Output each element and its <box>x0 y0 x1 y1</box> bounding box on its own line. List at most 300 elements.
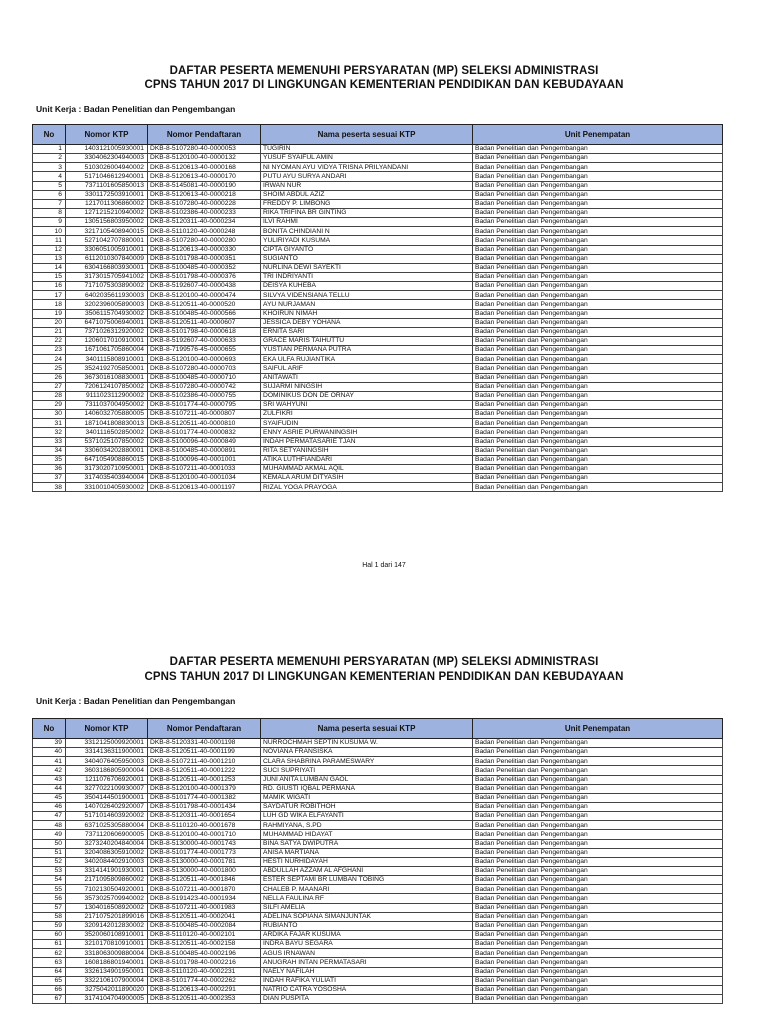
cell-ktp: 1271215210940002 <box>66 208 148 217</box>
cell-name: JUNI ANITA LUMBAN GAOL <box>261 775 473 784</box>
table-row <box>33 921 723 930</box>
cell-registration: DKB-8-5107280-40-0000228 <box>148 199 261 208</box>
cell-ktp: 5103026004940002 <box>66 163 148 172</box>
cell-ktp: 5371025107850002 <box>66 437 148 446</box>
cell-unit: Badan Penelitian dan Pengembangan <box>473 994 723 1003</box>
cell-ktp: 3174104704900005 <box>66 994 148 1003</box>
col-header-registration: Nomor Pendaftaran <box>148 719 261 739</box>
table-row <box>33 263 723 272</box>
cell-unit: Badan Penelitian dan Pengembangan <box>473 410 723 419</box>
cell-unit: Badan Penelitian dan Pengembangan <box>473 848 723 857</box>
col-header-no: No <box>33 125 66 145</box>
cell-unit: Badan Penelitian dan Pengembangan <box>473 327 723 336</box>
cell-unit: Badan Penelitian dan Pengembangan <box>473 748 723 757</box>
cell-unit: Badan Penelitian dan Pengembangan <box>473 291 723 300</box>
cell-ktp: 1608186801940001 <box>66 958 148 967</box>
table-row <box>33 848 723 857</box>
table-row <box>33 419 723 428</box>
cell-ktp: 6402035611930003 <box>66 291 148 300</box>
cell-ktp: 3314141901930001 <box>66 866 148 875</box>
cell-name: HESTI NURHIDAYAH <box>261 857 473 866</box>
cell-ktp: 3306034202880001 <box>66 446 148 455</box>
cell-no: 8 <box>33 208 66 217</box>
cell-registration: DKB-8-5120511-40-0002041 <box>148 912 261 921</box>
table-row <box>33 272 723 281</box>
table-row <box>33 163 723 172</box>
cell-name: FREDDY P. LIMBONG <box>261 199 473 208</box>
table-row <box>33 757 723 766</box>
table-row <box>33 958 723 967</box>
cell-ktp: 3275042011890020 <box>66 985 148 994</box>
cell-no: 40 <box>33 748 66 757</box>
cell-unit: Badan Penelitian dan Pengembangan <box>473 208 723 217</box>
cell-no: 4 <box>33 172 66 181</box>
cell-registration: DKB-8-5101798-40-0000618 <box>148 327 261 336</box>
cell-no: 46 <box>33 802 66 811</box>
cell-no: 47 <box>33 812 66 821</box>
table-row <box>33 309 723 318</box>
cell-ktp: 7371026312920002 <box>66 327 148 336</box>
cell-name: NURLINA DEWI SAYEKTI <box>261 263 473 272</box>
cell-ktp: 3310010405930002 <box>66 483 148 492</box>
table-row <box>33 355 723 364</box>
table-row <box>33 812 723 821</box>
table-row <box>33 766 723 775</box>
cell-unit: Badan Penelitian dan Pengembangan <box>473 784 723 793</box>
unit-kerja-label: Unit Kerja : Badan Penelitian dan Pengembangan <box>36 104 236 114</box>
cell-unit: Badan Penelitian dan Pengembangan <box>473 940 723 949</box>
cell-no: 54 <box>33 876 66 885</box>
cell-registration: DKB-8-5100485-40-0000352 <box>148 263 261 272</box>
cell-name: SAIFUL ARIF <box>261 364 473 373</box>
cell-no: 28 <box>33 391 66 400</box>
table-row <box>33 208 723 217</box>
cell-no: 26 <box>33 373 66 382</box>
cell-ktp: 3273240204840004 <box>66 839 148 848</box>
cell-ktp: 1217011306860002 <box>66 199 148 208</box>
document-title-line2: CPNS TAHUN 2017 DI LINGKUNGAN KEMENTERIAN PENDIDIKAN DAN KEBUDAYAAN <box>144 671 624 683</box>
cell-registration: DKB-8-5101798-40-0000376 <box>148 272 261 281</box>
cell-registration: DKB-8-5101774-40-0002262 <box>148 976 261 985</box>
cell-registration: DKB-8-5107280-40-0000280 <box>148 236 261 245</box>
table-row <box>33 446 723 455</box>
cell-unit: Badan Penelitian dan Pengembangan <box>473 382 723 391</box>
cell-unit: Badan Penelitian dan Pengembangan <box>473 199 723 208</box>
cell-name: SUGIANTO <box>261 254 473 263</box>
cell-unit: Badan Penelitian dan Pengembangan <box>473 483 723 492</box>
cell-unit: Badan Penelitian dan Pengembangan <box>473 775 723 784</box>
cell-registration: DKB-8-5130000-40-0001743 <box>148 839 261 848</box>
cell-ktp: 6471075006940001 <box>66 318 148 327</box>
cell-ktp: 3301172503910001 <box>66 190 148 199</box>
cell-no: 14 <box>33 263 66 272</box>
table-row <box>33 857 723 866</box>
cell-registration: DKB-8-5130000-40-0001781 <box>148 857 261 866</box>
table-row <box>33 739 723 748</box>
cell-unit: Badan Penelitian dan Pengembangan <box>473 364 723 373</box>
cell-unit: Badan Penelitian dan Pengembangan <box>473 373 723 382</box>
cell-name: DIAN PUSPITA <box>261 994 473 1003</box>
cell-ktp: 3204086305910002 <box>66 848 148 857</box>
cell-no: 36 <box>33 464 66 473</box>
cell-registration: DKB-8-5101774-40-0000795 <box>148 400 261 409</box>
cell-registration: DKB-8-5120511-40-0001199 <box>148 748 261 757</box>
cell-ktp: 7371101605850013 <box>66 181 148 190</box>
cell-no: 58 <box>33 912 66 921</box>
cell-name: SUJARMI NINGSIH <box>261 382 473 391</box>
cell-name: MUHAMMAD AKMAL AQIL <box>261 464 473 473</box>
cell-unit: Badan Penelitian dan Pengembangan <box>473 894 723 903</box>
cell-no: 25 <box>33 364 66 373</box>
cell-ktp: 3673016108830001 <box>66 373 148 382</box>
cell-name: EKA ULFA RUJIANTIKA <box>261 355 473 364</box>
cell-name: LUH GD WIKA ELFAYANTI <box>261 812 473 821</box>
cell-registration: DKB-8-5102386-40-0000233 <box>148 208 261 217</box>
cell-registration: DKB-8-5120613-40-0001197 <box>148 483 261 492</box>
cell-no: 29 <box>33 400 66 409</box>
cell-name: CLARA SHABRINA PARAMESWARY <box>261 757 473 766</box>
cell-registration: DKB-8-7199576-45-0000655 <box>148 346 261 355</box>
cell-no: 60 <box>33 930 66 939</box>
cell-ktp: 1206017010910001 <box>66 336 148 345</box>
cell-ktp: 3504144501900001 <box>66 793 148 802</box>
cell-registration: DKB-8-5120100-40-0001379 <box>148 784 261 793</box>
cell-name: INDRA BAYU SEGARA <box>261 940 473 949</box>
cell-registration: DKB-8-5120100-40-0000693 <box>148 355 261 364</box>
table-row <box>33 455 723 464</box>
table-row <box>33 876 723 885</box>
cell-registration: DKB-8-5120100-40-0001710 <box>148 830 261 839</box>
cell-unit: Badan Penelitian dan Pengembangan <box>473 145 723 154</box>
cell-registration: DKB-8-5102386-40-0000755 <box>148 391 261 400</box>
participants-table <box>32 718 723 1004</box>
cell-registration: DKB-8-5110120-40-0002231 <box>148 967 261 976</box>
table-row <box>33 821 723 830</box>
cell-registration: DKB-8-5107211-40-0001983 <box>148 903 261 912</box>
cell-unit: Badan Penelitian dan Pengembangan <box>473 300 723 309</box>
cell-no: 20 <box>33 318 66 327</box>
table-row <box>33 364 723 373</box>
cell-name: JESSICA DEBY YOHANA <box>261 318 473 327</box>
cell-registration: DKB-8-5110120-40-0000248 <box>148 227 261 236</box>
cell-ktp: 6112010307840009 <box>66 254 148 263</box>
cell-registration: DKB-8-5120511-40-0002158 <box>148 940 261 949</box>
cell-no: 32 <box>33 428 66 437</box>
cell-name: AGUS IRNAWAN <box>261 949 473 958</box>
cell-name: ILVI RAHMI <box>261 218 473 227</box>
cell-name: INDAH PERMATASARIE TJAN <box>261 437 473 446</box>
cell-unit: Badan Penelitian dan Pengembangan <box>473 282 723 291</box>
cell-no: 17 <box>33 291 66 300</box>
col-header-name: Nama peserta sesuai KTP <box>261 125 473 145</box>
cell-ktp: 3210170810910001 <box>66 940 148 949</box>
cell-registration: DKB-8-5101798-40-0000351 <box>148 254 261 263</box>
table-row <box>33 282 723 291</box>
cell-no: 59 <box>33 921 66 930</box>
table-row <box>33 154 723 163</box>
cell-registration: DKB-8-5120511-40-0001253 <box>148 775 261 784</box>
cell-name: ANUGRAH INTAN PERMATASARI <box>261 958 473 967</box>
cell-unit: Badan Penelitian dan Pengembangan <box>473 190 723 199</box>
table-row <box>33 245 723 254</box>
cell-ktp: 2171075201899016 <box>66 912 148 921</box>
cell-ktp: 1407026402920007 <box>66 802 148 811</box>
table-row <box>33 181 723 190</box>
cell-ktp: 3217105408940015 <box>66 227 148 236</box>
cell-ktp: 3173020710950001 <box>66 464 148 473</box>
table-row <box>33 903 723 912</box>
cell-no: 3 <box>33 163 66 172</box>
table-row <box>33 894 723 903</box>
cell-ktp: 1403121005930001 <box>66 145 148 154</box>
cell-ktp: 3401115808910001 <box>66 355 148 364</box>
cell-name: DOMINIKUS DON DE ORNAY <box>261 391 473 400</box>
cell-unit: Badan Penelitian dan Pengembangan <box>473 912 723 921</box>
cell-ktp: 7171075303890002 <box>66 282 148 291</box>
participants-table <box>32 124 723 492</box>
cell-no: 21 <box>33 327 66 336</box>
cell-unit: Badan Penelitian dan Pengembangan <box>473 245 723 254</box>
cell-unit: Badan Penelitian dan Pengembangan <box>473 163 723 172</box>
cell-no: 50 <box>33 839 66 848</box>
cell-no: 5 <box>33 181 66 190</box>
table-row <box>33 227 723 236</box>
cell-ktp: 1871041808830013 <box>66 419 148 428</box>
cell-ktp: 7102130504920001 <box>66 885 148 894</box>
cell-ktp: 3404076405950003 <box>66 757 148 766</box>
cell-ktp: 9111023112900002 <box>66 391 148 400</box>
cell-ktp: 1305156803950002 <box>66 218 148 227</box>
table-row <box>33 885 723 894</box>
cell-registration: DKB-8-5101774-40-0001382 <box>148 793 261 802</box>
cell-no: 45 <box>33 793 66 802</box>
cell-registration: DKB-8-5192607-40-0000438 <box>148 282 261 291</box>
cell-name: SRI WAHYUNI <box>261 400 473 409</box>
table-row <box>33 940 723 949</box>
cell-no: 11 <box>33 236 66 245</box>
cell-name: RD. GIUSTI IQBAL PERMANA <box>261 784 473 793</box>
cell-unit: Badan Penelitian dan Pengembangan <box>473 793 723 802</box>
table-row <box>33 291 723 300</box>
cell-ktp: 3174035403940004 <box>66 474 148 483</box>
cell-unit: Badan Penelitian dan Pengembangan <box>473 757 723 766</box>
cell-unit: Badan Penelitian dan Pengembangan <box>473 272 723 281</box>
cell-registration: DKB-8-5120331-40-0001198 <box>148 739 261 748</box>
cell-no: 31 <box>33 419 66 428</box>
cell-name: RIKA TRIFINA BR GINTING <box>261 208 473 217</box>
cell-ktp: 3209142012830002 <box>66 921 148 930</box>
cell-name: BINA SATYA DWIPUTRA <box>261 839 473 848</box>
cell-name: NURROCHMAH SEPTIN KUSUMA W. <box>261 739 473 748</box>
cell-registration: DKB-8-5107280-40-0000703 <box>148 364 261 373</box>
cell-name: NATRIO CATRA YOSOSHA <box>261 985 473 994</box>
table-row <box>33 866 723 875</box>
table-row <box>33 318 723 327</box>
cell-registration: DKB-8-5107211-40-0000807 <box>148 410 261 419</box>
cell-unit: Badan Penelitian dan Pengembangan <box>473 355 723 364</box>
cell-name: BONITA CHINDIANI N <box>261 227 473 236</box>
cell-name: PUTU AYU SURYA ANDARI <box>261 172 473 181</box>
cell-registration: DKB-8-5191423-40-0001934 <box>148 894 261 903</box>
cell-unit: Badan Penelitian dan Pengembangan <box>473 857 723 866</box>
cell-name: INDAH RAFIKA YULIATI <box>261 976 473 985</box>
table-row <box>33 976 723 985</box>
table-row <box>33 775 723 784</box>
cell-name: AYU NURJAMAN <box>261 300 473 309</box>
cell-ktp: 3603186805900004 <box>66 766 148 775</box>
cell-no: 67 <box>33 994 66 1003</box>
unit-kerja-label: Unit Kerja : Badan Penelitian dan Pengembangan <box>36 696 236 706</box>
table-row <box>33 784 723 793</box>
cell-name: ADELINA SOPIANA SIMANJUNTAK <box>261 912 473 921</box>
cell-unit: Badan Penelitian dan Pengembangan <box>473 949 723 958</box>
table-row <box>33 985 723 994</box>
cell-registration: DKB-8-5120511-40-0001846 <box>148 876 261 885</box>
col-header-ktp: Nomor KTP <box>66 125 148 145</box>
cell-no: 35 <box>33 455 66 464</box>
cell-ktp: 3520060108910001 <box>66 930 148 939</box>
cell-unit: Badan Penelitian dan Pengembangan <box>473 866 723 875</box>
cell-name: YUSTIAN PERMANA PUTRA <box>261 346 473 355</box>
table-row <box>33 483 723 492</box>
cell-name: NI NYOMAN AYU VIDYA TRISNA PRILYANDANI <box>261 163 473 172</box>
cell-no: 63 <box>33 958 66 967</box>
cell-name: RUBIANTO <box>261 921 473 930</box>
table-header-row <box>33 719 723 739</box>
cell-name: NAELY NAFILAH <box>261 967 473 976</box>
cell-no: 57 <box>33 903 66 912</box>
cell-ktp: 3314136311900001 <box>66 748 148 757</box>
cell-no: 24 <box>33 355 66 364</box>
col-header-no: No <box>33 719 66 739</box>
table-row <box>33 802 723 811</box>
cell-unit: Badan Penelitian dan Pengembangan <box>473 218 723 227</box>
cell-registration: DKB-8-5107280-40-0000053 <box>148 145 261 154</box>
cell-unit: Badan Penelitian dan Pengembangan <box>473 437 723 446</box>
table-row <box>33 172 723 181</box>
table-row <box>33 967 723 976</box>
cell-registration: DKB-8-5100485-40-0000891 <box>148 446 261 455</box>
cell-name: ESTER SEPTAMI BR LUMBAN TOBING <box>261 876 473 885</box>
cell-unit: Badan Penelitian dan Pengembangan <box>473 839 723 848</box>
table-row <box>33 254 723 263</box>
cell-no: 37 <box>33 474 66 483</box>
cell-no: 12 <box>33 245 66 254</box>
cell-name: SILFI AMELIA <box>261 903 473 912</box>
table-header-row <box>33 125 723 145</box>
cell-unit: Badan Penelitian dan Pengembangan <box>473 400 723 409</box>
document-title-line1: DAFTAR PESERTA MEMENUHI PERSYARATAN (MP) SELEKSI ADMINISTRASI <box>169 65 599 77</box>
cell-registration: DKB-8-5107280-40-0000742 <box>148 382 261 391</box>
cell-unit: Badan Penelitian dan Pengembangan <box>473 346 723 355</box>
cell-registration: DKB-8-5100096-40-0001001 <box>148 455 261 464</box>
cell-unit: Badan Penelitian dan Pengembangan <box>473 181 723 190</box>
cell-name: YULIRIYADI KUSUMA <box>261 236 473 245</box>
cell-ktp: 3573025709940002 <box>66 894 148 903</box>
cell-name: DEISYA KUHEBA <box>261 282 473 291</box>
cell-unit: Badan Penelitian dan Pengembangan <box>473 236 723 245</box>
cell-name: ANISA MARTIANA <box>261 848 473 857</box>
cell-unit: Badan Penelitian dan Pengembangan <box>473 455 723 464</box>
cell-ktp: 1671061705860004 <box>66 346 148 355</box>
cell-unit: Badan Penelitian dan Pengembangan <box>473 976 723 985</box>
cell-name: CIPTA GIYANTO <box>261 245 473 254</box>
cell-registration: DKB-8-5101798-40-0002216 <box>148 958 261 967</box>
cell-no: 13 <box>33 254 66 263</box>
cell-registration: DKB-8-5120511-40-0000607 <box>148 318 261 327</box>
cell-ktp: 3202396005890003 <box>66 300 148 309</box>
cell-name: IRWAN NUR <box>261 181 473 190</box>
cell-name: SHOIM ABDUL AZIZ <box>261 190 473 199</box>
cell-unit: Badan Penelitian dan Pengembangan <box>473 876 723 885</box>
cell-ktp: 3401116502850002 <box>66 428 148 437</box>
cell-registration: DKB-8-5100485-40-0002084 <box>148 921 261 930</box>
cell-unit: Badan Penelitian dan Pengembangan <box>473 830 723 839</box>
cell-ktp: 3312125009920001 <box>66 739 148 748</box>
cell-registration: DKB-8-5120511-40-0000810 <box>148 419 261 428</box>
cell-name: ERNITA SARI <box>261 327 473 336</box>
col-header-unit: Unit Penempatan <box>473 719 723 739</box>
table-row <box>33 839 723 848</box>
cell-no: 61 <box>33 940 66 949</box>
cell-ktp: 6371025305880004 <box>66 821 148 830</box>
cell-registration: DKB-8-5120613-40-0000168 <box>148 163 261 172</box>
cell-unit: Badan Penelitian dan Pengembangan <box>473 464 723 473</box>
cell-name: SUCI SUPRIYATI <box>261 766 473 775</box>
cell-name: ARDIKA FAJAR KUSUMA <box>261 930 473 939</box>
table-row <box>33 400 723 409</box>
cell-unit: Badan Penelitian dan Pengembangan <box>473 172 723 181</box>
cell-name: KHOIRUN NIMAH <box>261 309 473 318</box>
col-header-registration: Nomor Pendaftaran <box>148 125 261 145</box>
cell-no: 30 <box>33 410 66 419</box>
table-row <box>33 218 723 227</box>
cell-name: TUGIRIN <box>261 145 473 154</box>
cell-name: SYAIFUDIN <box>261 419 473 428</box>
cell-no: 15 <box>33 272 66 281</box>
cell-no: 2 <box>33 154 66 163</box>
cell-no: 64 <box>33 967 66 976</box>
document-title-line1: DAFTAR PESERTA MEMENUHI PERSYARATAN (MP) SELEKSI ADMINISTRASI <box>169 656 599 668</box>
cell-no: 10 <box>33 227 66 236</box>
cell-no: 51 <box>33 848 66 857</box>
cell-unit: Badan Penelitian dan Pengembangan <box>473 885 723 894</box>
cell-ktp: 3277022109930007 <box>66 784 148 793</box>
cell-no: 22 <box>33 336 66 345</box>
cell-no: 49 <box>33 830 66 839</box>
cell-ktp: 2171095809860002 <box>66 876 148 885</box>
cell-no: 6 <box>33 190 66 199</box>
cell-registration: DKB-8-5107211-40-0001033 <box>148 464 261 473</box>
cell-registration: DKB-8-5120511-40-0002353 <box>148 994 261 1003</box>
cell-no: 34 <box>33 446 66 455</box>
cell-unit: Badan Penelitian dan Pengembangan <box>473 154 723 163</box>
cell-no: 65 <box>33 976 66 985</box>
cell-ktp: 5171014603920002 <box>66 812 148 821</box>
cell-registration: DKB-8-5107211-40-0001870 <box>148 885 261 894</box>
page-footer: Hal 1 dari 147 <box>362 562 406 569</box>
table-row <box>33 830 723 839</box>
cell-registration: DKB-8-5110120-40-0001678 <box>148 821 261 830</box>
cell-unit: Badan Penelitian dan Pengembangan <box>473 739 723 748</box>
cell-no: 19 <box>33 309 66 318</box>
cell-registration: DKB-8-5101774-40-0001773 <box>148 848 261 857</box>
table-row <box>33 373 723 382</box>
cell-name: SILVYA VIDENSIANA TELLU <box>261 291 473 300</box>
cell-unit: Badan Penelitian dan Pengembangan <box>473 446 723 455</box>
cell-ktp: 7206124107850002 <box>66 382 148 391</box>
cell-registration: DKB-8-5120613-40-0002291 <box>148 985 261 994</box>
